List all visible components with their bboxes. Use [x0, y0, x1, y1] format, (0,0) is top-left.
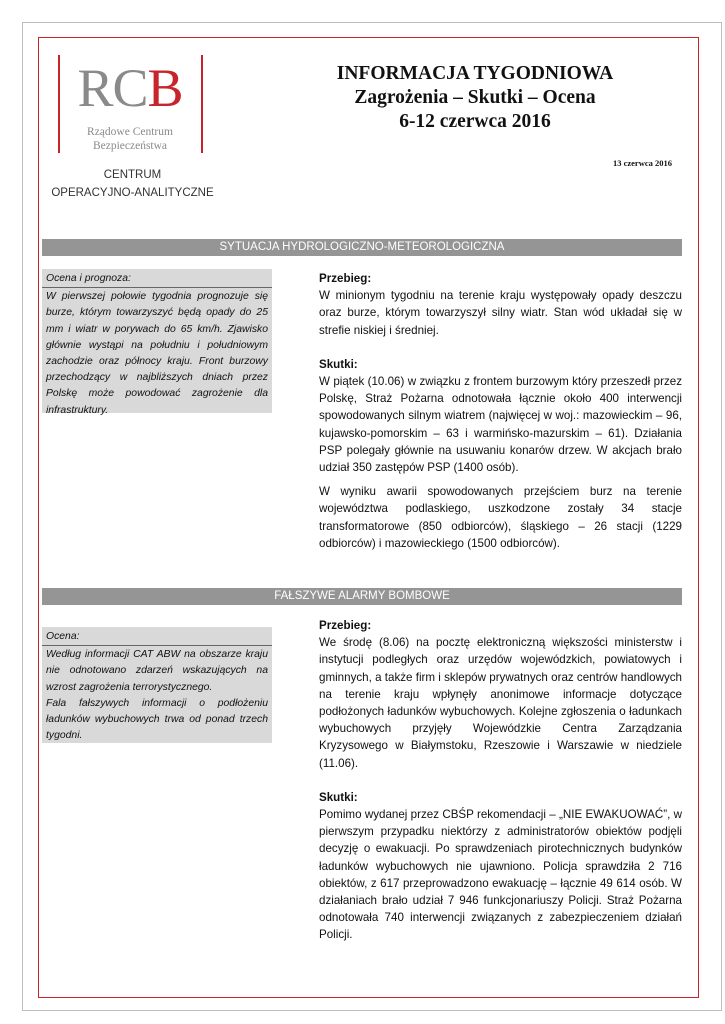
unit-line1: CENTRUM	[103, 169, 162, 181]
logo-letters-rc: RC	[77, 58, 148, 118]
skutki-text-2: W wyniku awarii spowodowanych przejściem burz na terenie województwa podlaskiego, uszkodzone zostały 34 stacje transformatorowe (850 odbiorców), śląskiego – 26 stacji (1229 odbiorców) i mazowieckiego (1500 odbiorców).	[319, 485, 682, 550]
przebieg-text: We środę (8.06) na pocztę elektroniczną większości ministerstw i instytucji podległych oraz urzędów wojewódzkich, powiatowych i gminnych, a także firm i sklepów prywatnych oraz centrów handlowych na terenie kraju wpłynęły anonimowe informacje dotyczące podłożonych ładunków wybuchowych. Kolejne zgłoszenia o ładunkach wybuchowych przyjęły Wojewódzkie Centra Zarządzania Kryzysowego w Białymstoku, Rzeszowie i Warszawie w niedziele (11.06).	[319, 636, 682, 770]
issue-date: 13 czerwca 2016	[612, 158, 672, 168]
unit-name	[30, 166, 235, 202]
rcb-logo	[55, 55, 205, 155]
logo-subtitle	[55, 125, 205, 153]
heading-przebieg: Przebieg:	[319, 272, 372, 285]
title-line3: 6-12 czerwca 2016	[399, 111, 551, 132]
logo-letters	[55, 59, 205, 117]
unit-line2: OPERACYJNO-ANALITYCZNE	[51, 187, 214, 199]
heading-przebieg: Przebieg:	[319, 619, 372, 632]
logo-letters-b: B	[147, 58, 183, 118]
content-column-bomb	[319, 617, 682, 944]
heading-skutki: Skutki:	[319, 790, 358, 804]
skutki-text: Pomimo wydanej przez CBŚP rekomendacji – „NIE EWAKUOWAĆ”, w pierwszym przypadku niektórzy z administratorów obiektów podjęli decyzję o ewakuacji. Po sprawdzeniach pirotechnicznych budynków ładunków wybuchowych nie ujawniono. Policja sprawdziła 2 716 obiektów, z 617 przeprowadzono ewakuację – łącznie 49 614 osób. W działaniach brało udział 7 946 funkcjonariuszy Policji. Straż Pożarna odnotowała 740 interwencji związanych z zabezpieczeniem działań Policji.	[319, 808, 682, 942]
assessment-box-bomb	[42, 627, 272, 743]
skutki-text-1: W piątek (10.06) w związku z frontem burzowym który przeszedł przez Polskę, Straż Pożarna odnotowała łącznie około 400 interwencji spowodowanych silnym wiatrem (najwięcej w woj.: mazowieckim – 96, kujawsko-pomorskim – 63 i warmińsko-mazurskim – 61). Działania PSP polegały głównie na usuwaniu konarów drzew. W akcjach brało udział 350 zastępów PSP (1400 osób).	[319, 375, 682, 475]
przebieg-text: W minionym tygodniu na terenie kraju występowały opady deszczu oraz burze, którym towarzyszył silny wiatr. Stan wód układał się w strefie niskiej i średniej.	[319, 289, 682, 337]
assessment-box-hydro	[42, 269, 272, 416]
title-line2: Zagrożenia – Skutki – Ocena	[354, 87, 596, 108]
title-line1: INFORMACJA TYGODNIOWA	[336, 63, 614, 84]
section-bar-bomb-alarms: FAŁSZYWE ALARMY BOMBOWE	[42, 588, 682, 605]
document-title	[295, 62, 655, 134]
assessment-header: Ocena i prognoza:	[42, 271, 272, 288]
heading-skutki: Skutki:	[319, 357, 358, 371]
assessment-header: Ocena:	[42, 629, 272, 646]
content-column-hydro	[319, 270, 682, 552]
assessment-text: W pierwszej połowie tygodnia prognozuje się burze, którym towarzyszyć będą opady do 25 mm i wiatr w porywach do 65 km/h. Zjawisko głównie wystąpi na południu i południowym zachodzie oraz północy kraju. Front burzowy przechodzący w najbliższych dniach przez Polskę może powodować zagrożenie dla infrastruktury.	[46, 291, 268, 416]
logo-subtitle-line2: Bezpieczeństwa	[92, 140, 168, 152]
assessment-text-2: Fala fałszywych informacji o podłożeniu ładunków wybuchowych trwa od ponad trzech tygodni.	[46, 697, 268, 742]
assessment-text-1: Według informacji CAT ABW na obszarze kraju nie odnotowano zdarzeń wskazujących na wzrost zagrożenia terrorystycznego.	[46, 649, 268, 693]
logo-subtitle-line1: Rządowe Centrum	[87, 126, 173, 138]
section-bar-hydro: SYTUACJA HYDROLOGICZNO-METEOROLOGICZNA	[42, 239, 682, 256]
